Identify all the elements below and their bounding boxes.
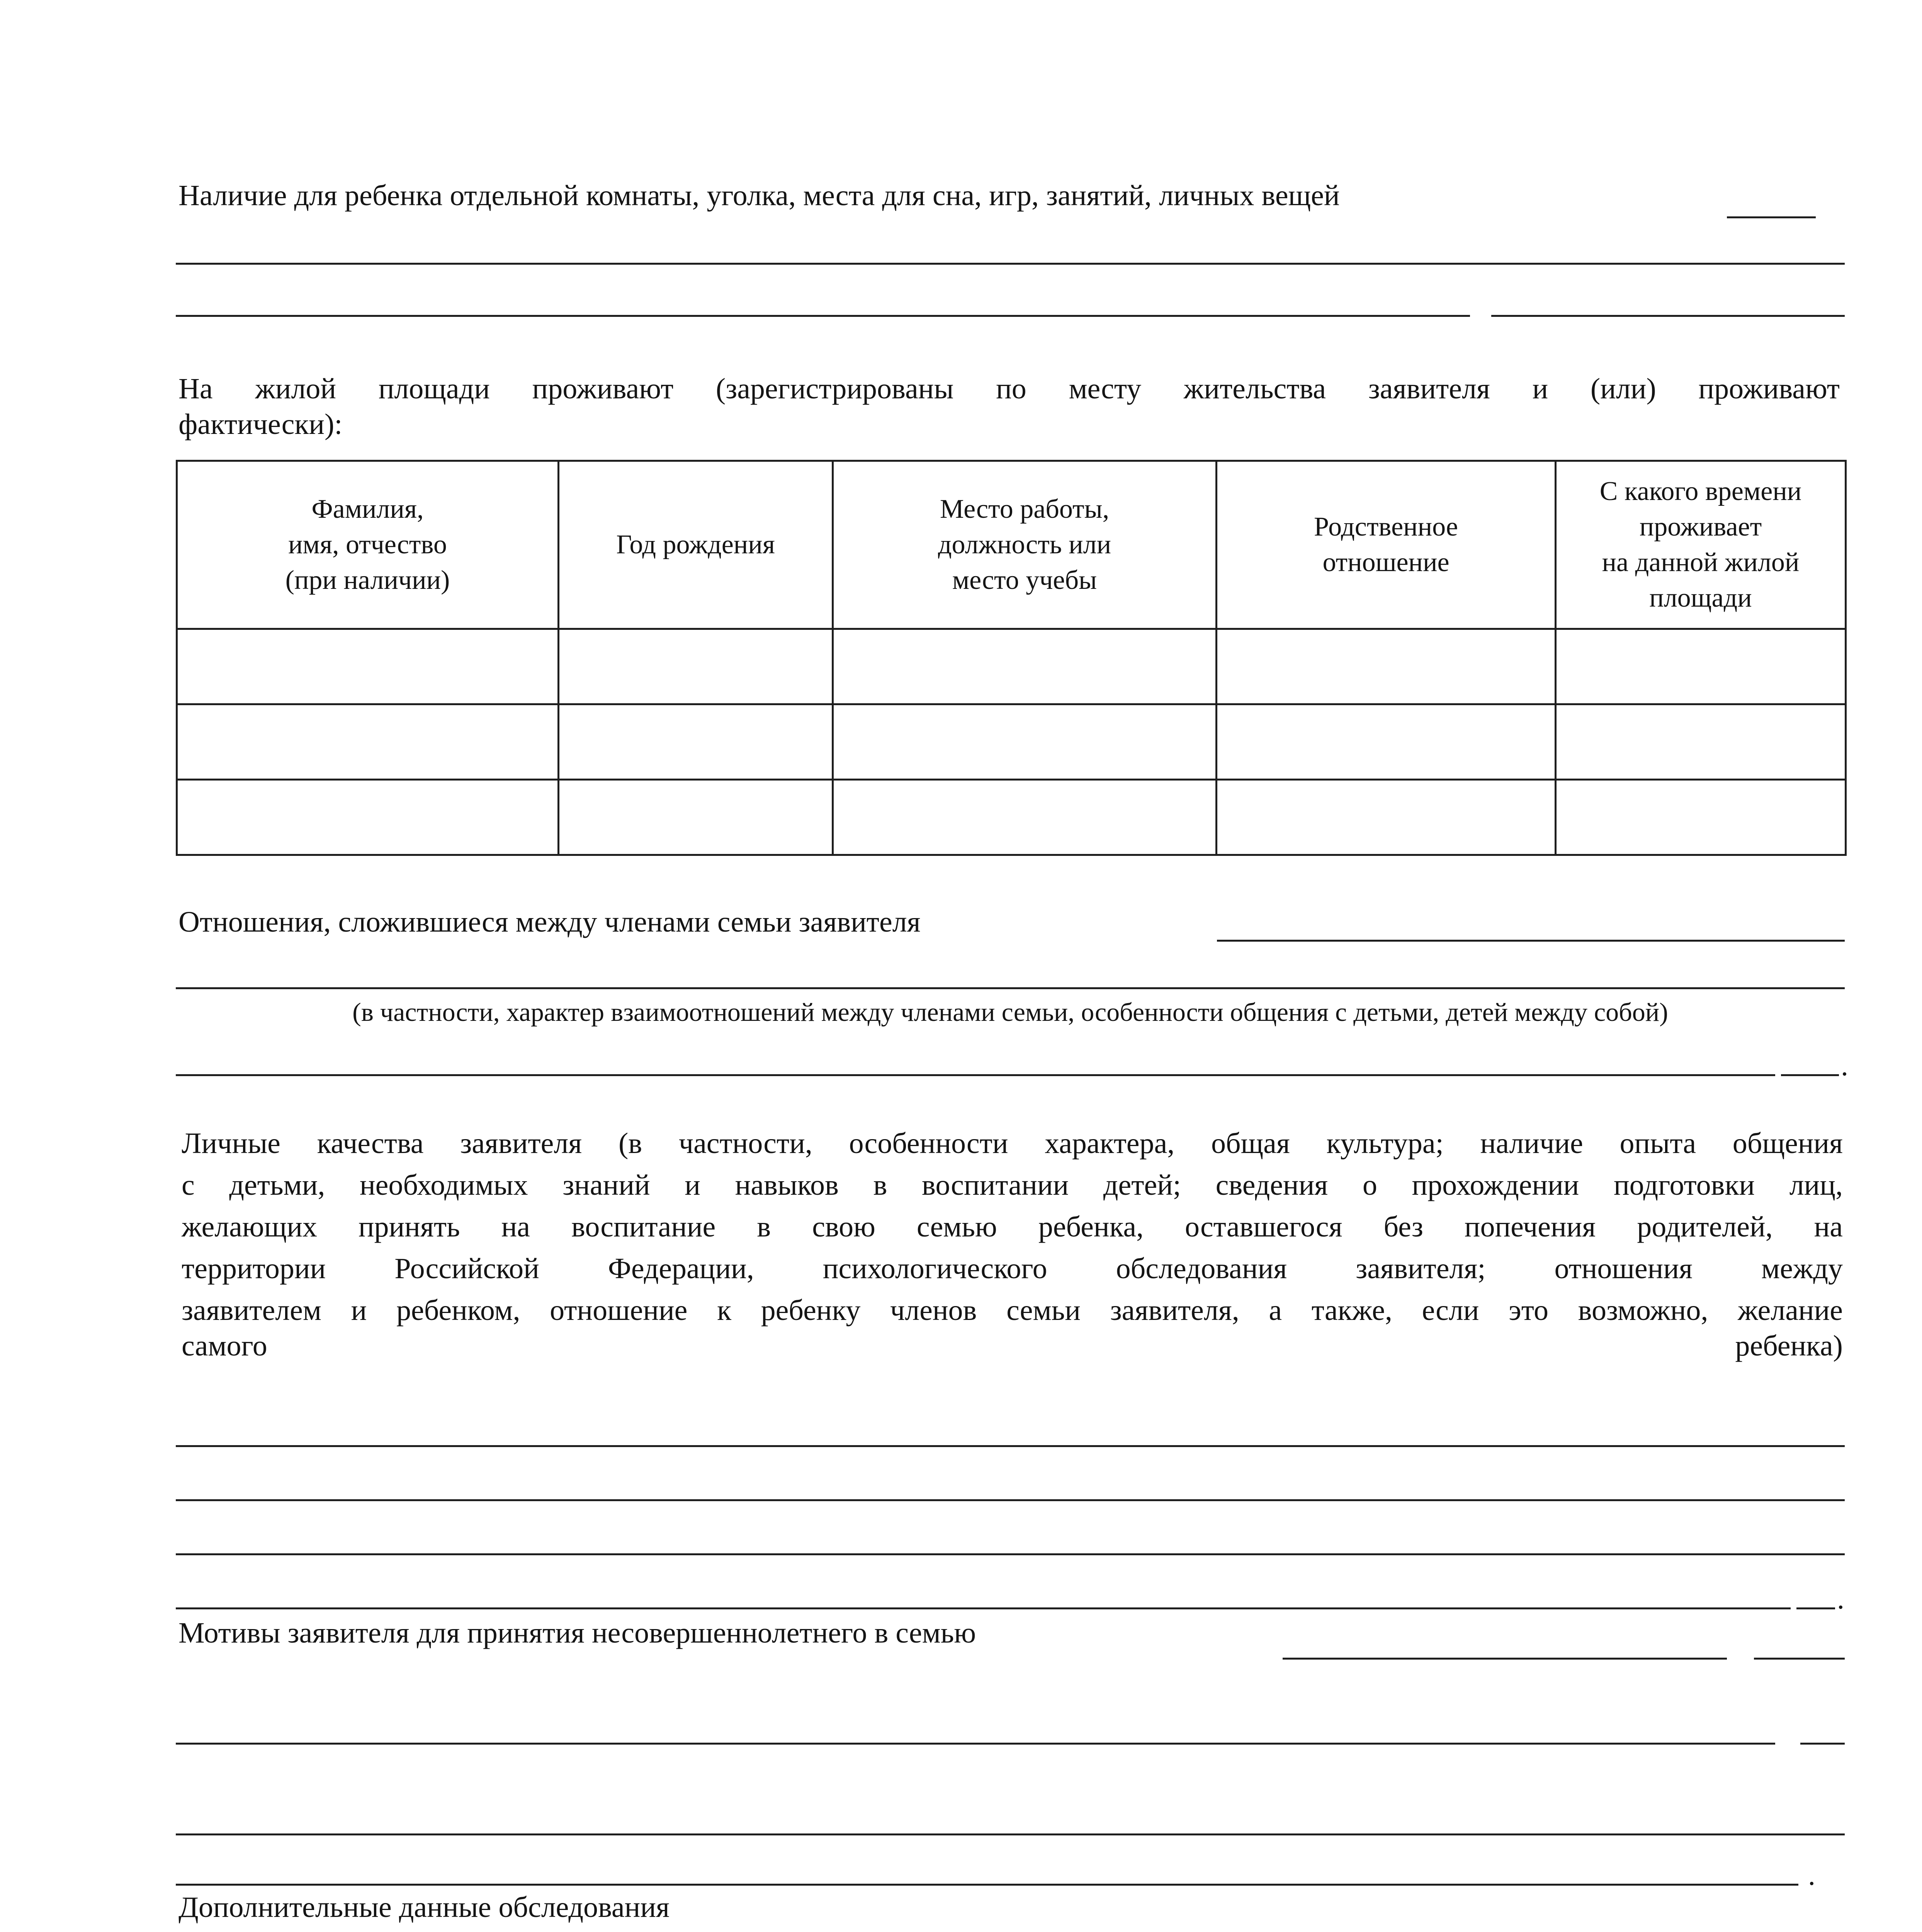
personal-last-left: самого [182, 1330, 267, 1362]
motives-label: Мотивы заявителя для принятия несовершеннолетнего в семью [178, 1617, 976, 1649]
room-field-line-2b[interactable] [1491, 315, 1845, 317]
personal-end-dot: . [1837, 1583, 1844, 1615]
relations-hint: (в частности, характер взаимоотношений между членами семьи, особенности общения с детьми, детей между собой) [352, 997, 1668, 1027]
table-cell[interactable] [1556, 780, 1846, 855]
header-work-place-l2: должность или [938, 530, 1111, 560]
table-row [177, 704, 1846, 780]
header-full-name-l2: имя, отчество [288, 530, 447, 560]
table-cell[interactable] [559, 704, 833, 780]
motives-end-dot: . [1808, 1859, 1815, 1891]
relations-field-line-2[interactable] [176, 1074, 1775, 1076]
room-field-tail[interactable] [1727, 216, 1816, 218]
personal-field-line-2[interactable] [176, 1499, 1845, 1501]
motives-field-tail-b[interactable] [1754, 1658, 1845, 1660]
header-since [1556, 461, 1846, 629]
header-work-place [833, 461, 1217, 629]
header-since-l4: площади [1649, 583, 1752, 613]
personal-line-1: Личные качества заявителя (в частности, особенности характера, общая культура; наличие опыта общения [182, 1127, 1843, 1160]
header-since-l2: проживает [1639, 512, 1762, 542]
relations-end-dot: . [1841, 1049, 1848, 1082]
table-cell[interactable] [833, 704, 1217, 780]
room-label: Наличие для ребенка отдельной комнаты, уголка, места для сна, игр, занятий, личных вещей [178, 179, 1340, 212]
personal-last-right: ребенка) [1735, 1330, 1843, 1362]
additional-label: Дополнительные данные обследования [178, 1891, 670, 1923]
personal-field-line-4b[interactable] [1796, 1607, 1835, 1609]
motives-field-line-2[interactable] [176, 1833, 1845, 1835]
header-relation-l2: отношение [1322, 548, 1450, 577]
table-cell[interactable] [833, 780, 1217, 855]
room-field-line-1[interactable] [176, 263, 1845, 265]
personal-field-line-4[interactable] [176, 1607, 1791, 1609]
header-since-l1: С какого времени [1599, 476, 1802, 506]
header-since-l3: на данной жилой [1602, 548, 1800, 577]
residents-table [176, 460, 1847, 856]
residents-intro-line-1: На жилой площади проживают (зарегистрированы по месту жительства заявителя и (или) проживают [178, 372, 1840, 405]
residents-table-header [177, 461, 1846, 629]
personal-field-line-3[interactable] [176, 1553, 1845, 1555]
room-field-line-2[interactable] [176, 315, 1470, 317]
header-work-place-l1: Место работы, [940, 494, 1110, 524]
personal-line-3: желающих принять на воспитание в свою семью ребенка, оставшегося без попечения родителей, на [182, 1211, 1843, 1243]
table-cell[interactable] [559, 629, 833, 704]
header-birth-year-l1: Год рождения [616, 530, 775, 560]
table-row [177, 780, 1846, 855]
relations-field-line-2b[interactable] [1781, 1074, 1839, 1076]
relations-field-tail[interactable] [1217, 940, 1845, 942]
header-full-name [177, 461, 559, 629]
personal-field-line-1[interactable] [176, 1445, 1845, 1447]
personal-qualities-text [182, 1122, 1843, 1331]
personal-line-5: заявителем и ребенком, отношение к ребенку членов семьи заявителя, а также, если это возможно, желание [182, 1294, 1843, 1327]
residents-intro [178, 374, 1847, 403]
table-cell[interactable] [177, 629, 559, 704]
motives-field-tail[interactable] [1283, 1658, 1727, 1660]
table-row [177, 629, 1846, 704]
motives-field-line-1[interactable] [176, 1743, 1775, 1745]
header-full-name-l3: (при наличии) [285, 565, 450, 595]
motives-field-line-1b[interactable] [1800, 1743, 1845, 1745]
table-cell[interactable] [1217, 629, 1556, 704]
table-cell[interactable] [1217, 704, 1556, 780]
personal-line-2: с детьми, необходимых знаний и навыков в воспитании детей; сведения о прохождении подготовки лиц, [182, 1169, 1843, 1201]
table-cell[interactable] [1556, 704, 1846, 780]
table-cell[interactable] [833, 629, 1217, 704]
header-work-place-l3: место учебы [952, 565, 1097, 595]
table-cell[interactable] [559, 780, 833, 855]
table-cell[interactable] [1556, 629, 1846, 704]
header-birth-year [559, 461, 833, 629]
table-cell[interactable] [1217, 780, 1556, 855]
motives-field-line-3[interactable] [176, 1884, 1798, 1886]
personal-line-4: территории Российской Федерации, психологического обследования заявителя; отношения между [182, 1252, 1843, 1285]
residents-intro-line-2: фактически): [178, 408, 343, 440]
header-relation [1217, 461, 1556, 629]
header-full-name-l1: Фамилия, [311, 494, 424, 524]
table-cell[interactable] [177, 780, 559, 855]
header-relation-l1: Родственное [1314, 512, 1458, 542]
relations-field-line-1[interactable] [176, 987, 1845, 989]
relations-label: Отношения, сложившиеся между членами семьи заявителя [178, 906, 921, 938]
table-cell[interactable] [177, 704, 559, 780]
